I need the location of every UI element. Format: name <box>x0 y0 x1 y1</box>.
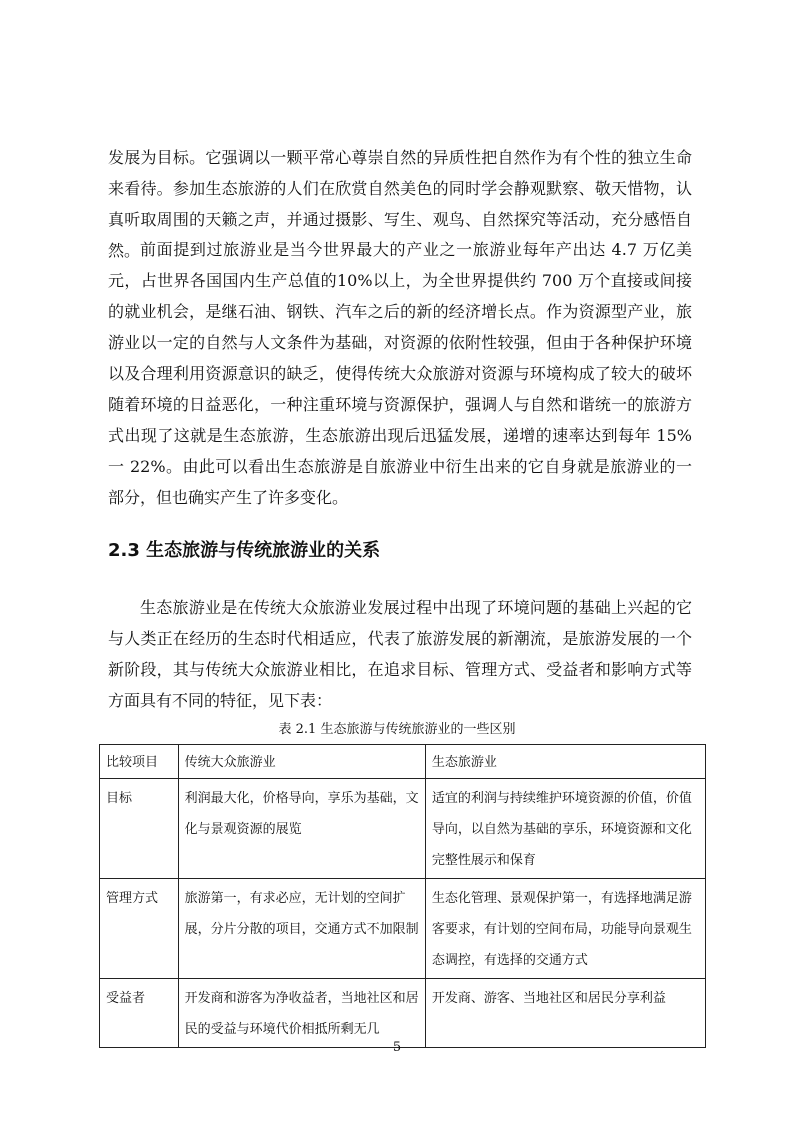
header-cell-item: 比较项目 <box>100 745 179 779</box>
section-heading: 2.3 生态旅游与传统旅游业的关系 <box>108 540 381 561</box>
row-label-management: 管理方式 <box>100 879 179 979</box>
table-caption: 表 2.1 生态旅游与传统旅游业的一些区别 <box>278 722 516 737</box>
header-cell-traditional: 传统大众旅游业 <box>178 745 425 779</box>
cell-ecotourism-beneficiary: 开发商、游客、当地社区和居民分享利益 <box>425 979 705 1048</box>
table-row-goal <box>100 779 706 879</box>
paragraph-tourism-industry: 前面提到过旅游业是当今世界最大的产业之一旅游业每年产出达 4.7 万亿美元，占世界各国国内生产总值的10%以上，为全世界提供约 700 万个直接或间接的就业机会，是继石油、钢铁、汽车之后的新的经济增长点。作为资源型产业，旅游业以一定的自然与人文条件为基础，对资源的依附性较强，但由于各种保护环境以及合理利用资源意识的缺乏，使得传统大众旅游对资源与环境构成了较大的破坏随着环境的日益恶化，一种注重环境与资源保护，强调人与自然和谐统一的旅游方式出现了这就是生态旅游，生态旅游出现后迅猛发展，递增的速率达到每年 15%一 22%。由此可以看出生态旅游是自旅游业中衍生出来的它自身就是旅游业的一部分，但也确实产生了许多变化。 <box>108 240 692 507</box>
cell-traditional-management: 旅游第一，有求必应，无计划的空间扩展，分片分散的项目，交通方式不加限制 <box>178 879 425 979</box>
cell-traditional-goal: 利润最大化，价格导向，享乐为基础，文化与景观资源的展览 <box>178 779 425 879</box>
cell-ecotourism-management: 生态化管理、景观保护第一，有选择地满足游客要求，有计划的空间布局，功能导向景观生态调控，有选择的交通方式 <box>425 879 705 979</box>
cell-ecotourism-goal: 适宜的利润与持续维护环境资源的价值，价值导向，以自然为基础的享乐，环境资源和文化完整性展示和保育 <box>425 779 705 879</box>
comparison-table <box>99 744 706 1048</box>
paragraph-ecotourism-intro: 生态旅游业是在传统大众旅游业发展过程中出现了环境问题的基础上兴起的它与人类正在经历的生态时代相适应，代表了旅游发展的新潮流，是旅游发展的一个新阶段，其与传统大众旅游业相比，在追求目标、管理方式、受益者和影响方式等方面具有不同的特征，见下表： <box>108 598 692 710</box>
page-number: 5 <box>392 1040 402 1055</box>
cell-traditional-beneficiary: 开发商和游客为净收益者，当地社区和居民的受益与环境代价相抵所剩无几 <box>178 979 425 1048</box>
header-cell-ecotourism: 生态旅游业 <box>425 745 705 779</box>
row-label-beneficiary: 受益者 <box>100 979 179 1048</box>
row-label-goal: 目标 <box>100 779 179 879</box>
table-header-row <box>100 745 706 779</box>
table-row-management <box>100 879 706 979</box>
table-row-beneficiary <box>100 979 706 1048</box>
paragraph-continuation: 发展为目标。它强调以一颗平常心尊崇自然的异质性把自然作为有个性的独立生命来看待。参加生态旅游的人们在欣赏自然美色的同时学会静观默察、敬天惜物，认真听取周围的天籁之声，并通过摄影、写生、观鸟、自然探究等活动，充分感悟自然。 <box>108 148 692 260</box>
